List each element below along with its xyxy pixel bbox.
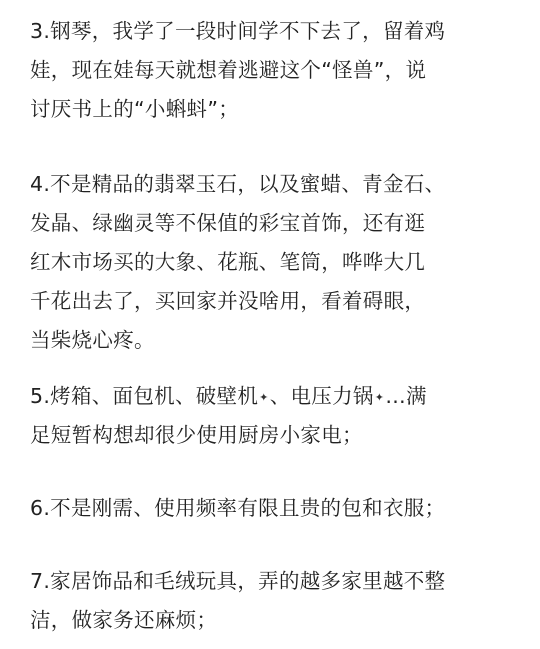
list-item-3 [30, 12, 522, 129]
list-item-6 [30, 489, 522, 528]
text-line: 千花出去了，买回家并没啥用，看着碍眼， [30, 289, 426, 313]
text-line: 发晶、绿幽灵等不保值的彩宝首饰，还有逛 [30, 211, 426, 235]
text-segment: 5.烤箱、面包机、破壁机 [30, 384, 259, 408]
text-line: 讨厌书上的“小蝌蚪”； [30, 97, 240, 121]
text-line: 4.不是精品的翡翠玉石，以及蜜蜡、青金石、 [30, 172, 446, 196]
text-line: 6.不是刚需、使用频率有限且贵的包和衣服； [30, 496, 446, 520]
list-item-7 [30, 562, 522, 640]
sparkle-icon: ✦ [374, 391, 385, 404]
text-line: 7.家居饰品和毛绒玩具，弄的越多家里越不整 [30, 569, 446, 593]
text-line: 娃，现在娃每天就想着逃避这个“怪兽”，说 [30, 58, 427, 82]
text-line: 足短暂构想却很少使用厨房小家电； [30, 423, 363, 447]
text-line: 3.钢琴，我学了一段时间学不下去了，留着鸡 [30, 19, 446, 43]
text-segment: 、电压力锅 [269, 384, 374, 408]
text-line: 洁，做家务还麻烦； [30, 608, 218, 632]
text-segment: …满 [385, 384, 427, 408]
list-item-5 [30, 377, 522, 455]
text-line: 当柴烧心疼。 [30, 328, 155, 352]
sparkle-icon: ✦ [259, 391, 269, 404]
text-line [30, 377, 522, 416]
text-line: 红木市场买的大象、花瓶、笔筒，哗哗大几 [30, 250, 426, 274]
list-item-4 [30, 165, 522, 360]
